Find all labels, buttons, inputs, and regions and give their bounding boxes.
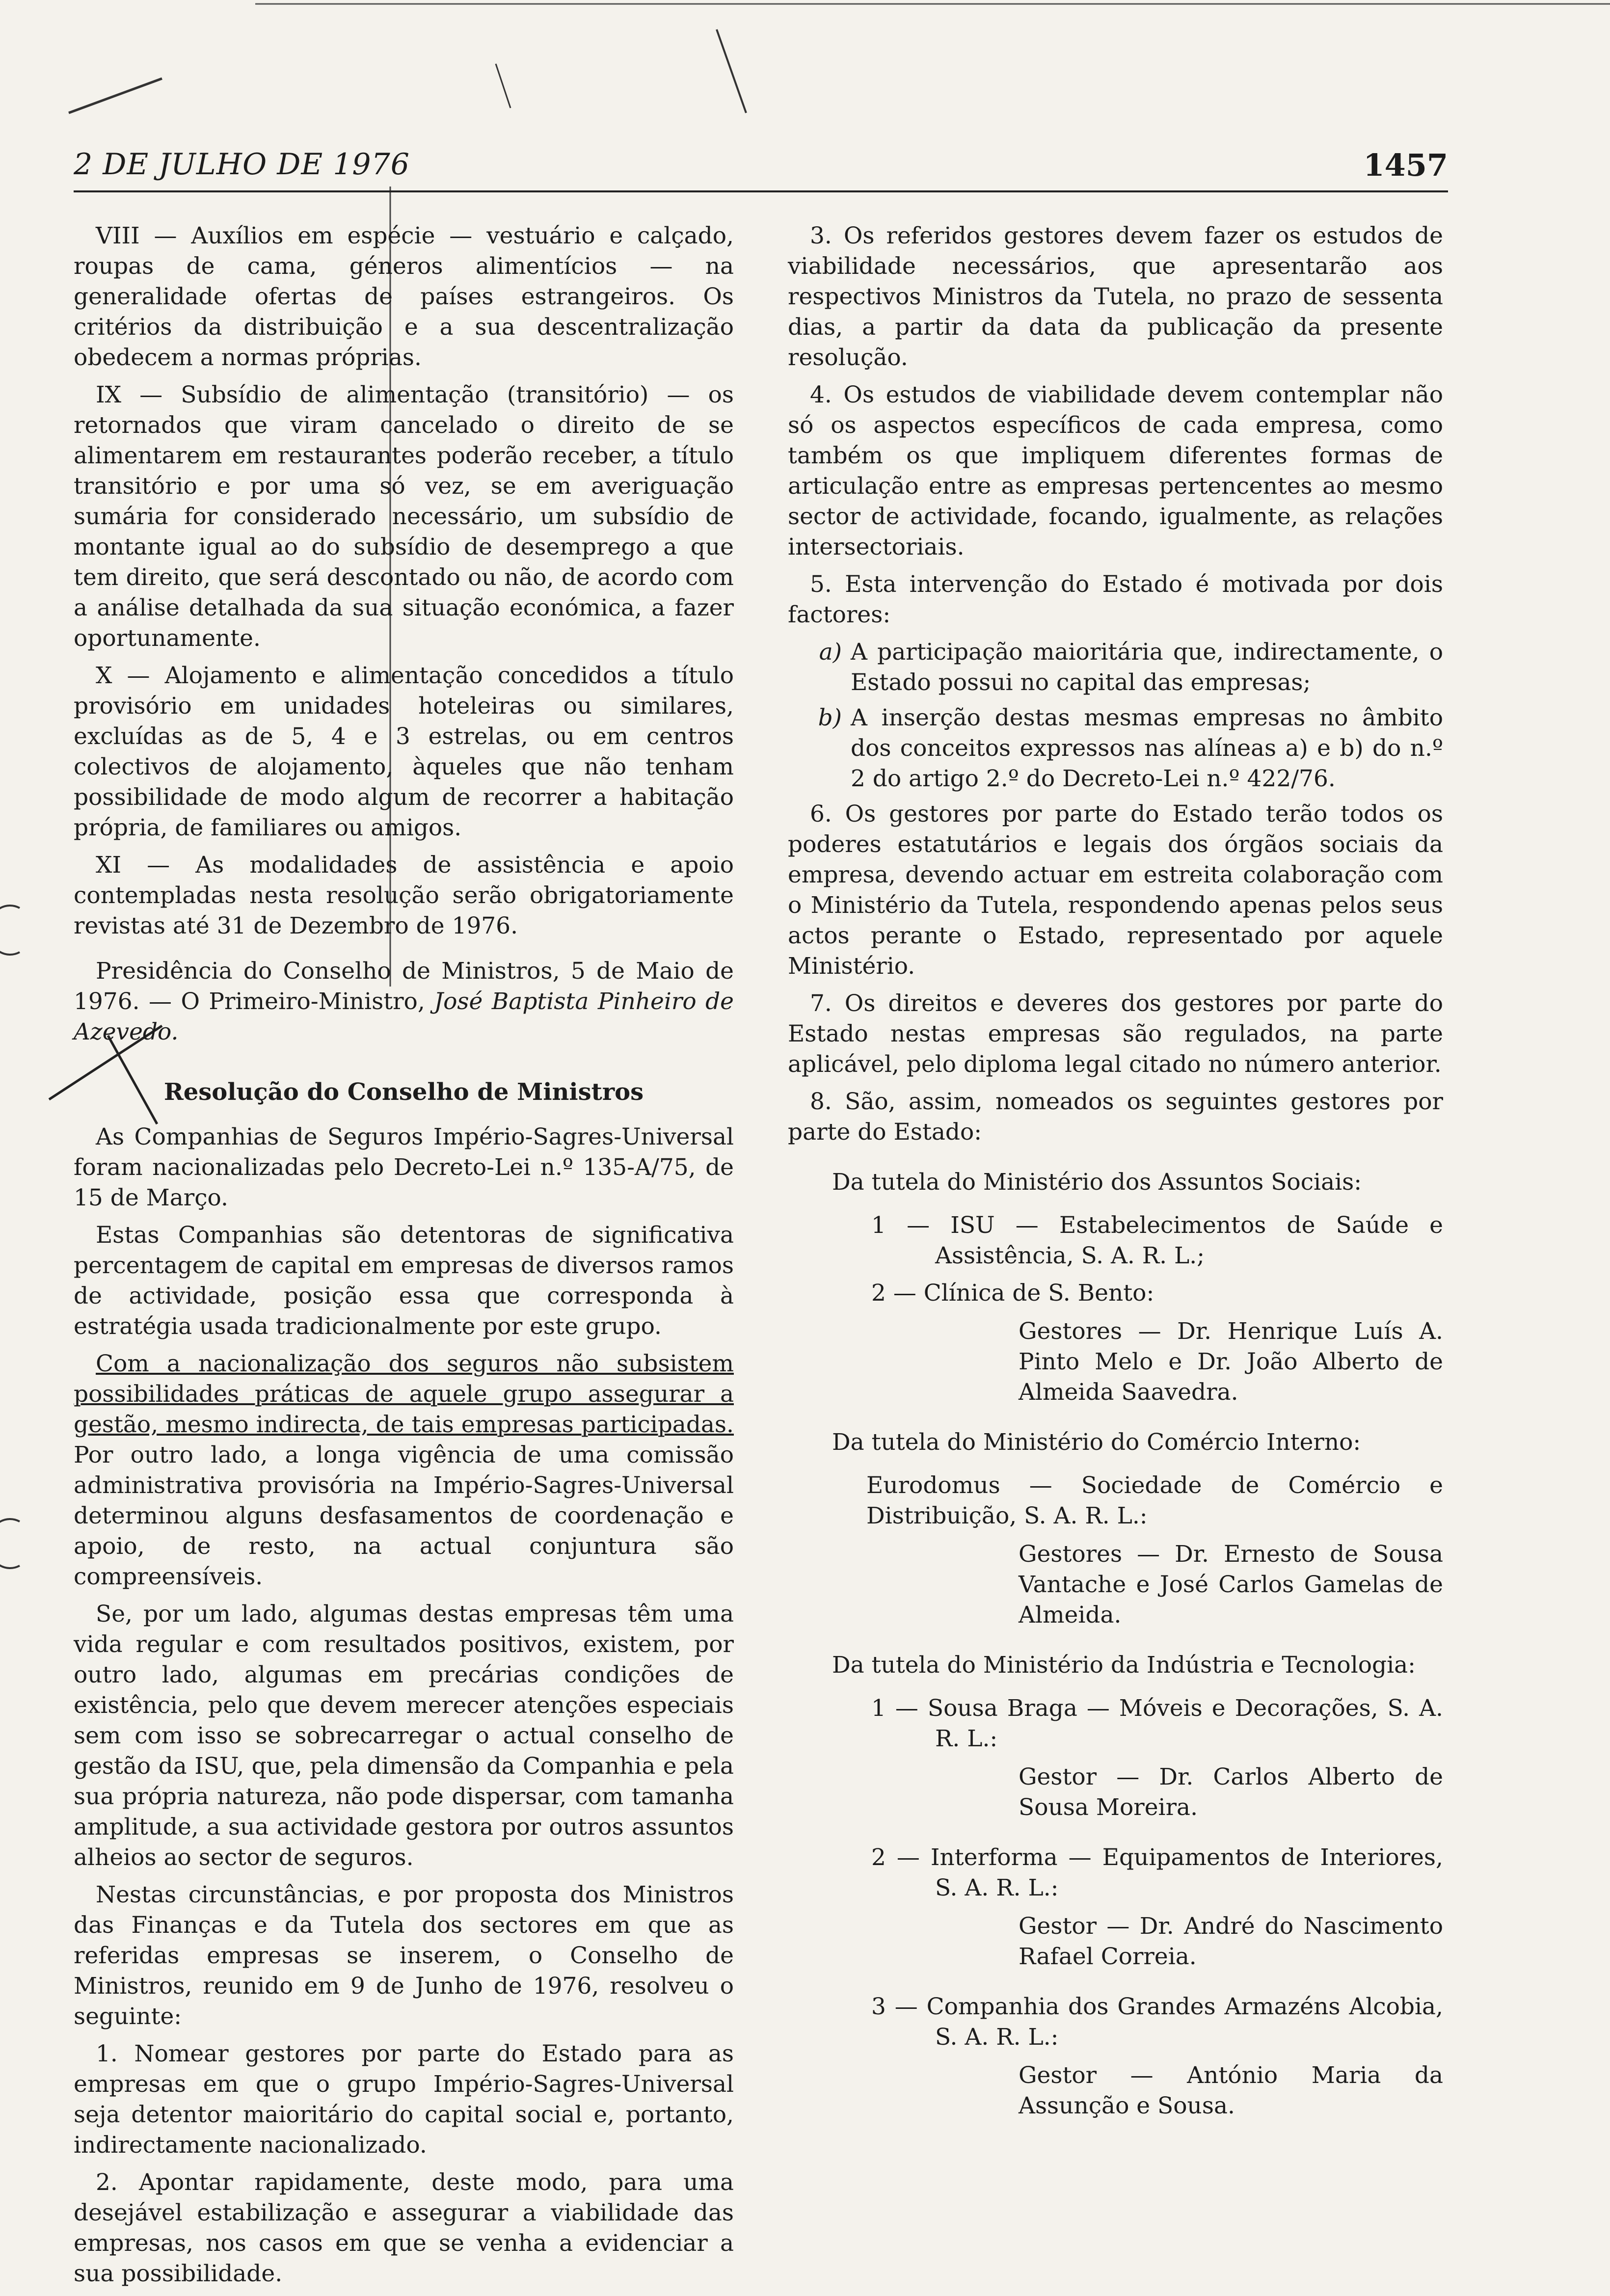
- item-x: X — Alojamento e alimentação concedidos a título provisório em unidades hoteleiras ou similares, excluídas as de 5, 4 e 3 estrelas, ou em centros colectivos de alojamento, àqueles que não tenham possibilidade de modo algum de recorrer a habitação própria, de familiares ou amigos.: [74, 662, 734, 841]
- pen-stroke-top-mid: [496, 64, 510, 108]
- paragraph-situation: Se, por um lado, algumas destas empresas têm uma vida regular e com resultados positivos, existem, por outro lado, algumas em precárias condições de existência, pelo que devem merecer atenções especiais sem com isso se sobrecarregar o actual conselho de gestão da ISU, que, pela dimensão da Companhia e pela sua própria natureza, não pode dispersar, com tamanha amplitude, a sua actividade gestora por outros assuntos alheios ao sector de seguros.: [74, 1601, 734, 1871]
- resolution-point-7: 7. Os direitos e deveres dos gestores por parte do Estado nestas empresas são regulados, na parte aplicável, pelo diploma legal citado no número anterior.: [788, 990, 1443, 1078]
- factor-b-label: b): [818, 704, 842, 731]
- resolution-point-3: 3. Os referidos gestores devem fazer os estudos de viabilidade necessários, que apresentarão aos respectivos Ministros da Tutela, no prazo de sessenta dias, a partir da data da publicação da presente resolução.: [788, 222, 1443, 371]
- binder-hole-upper: [0, 906, 20, 955]
- factor-b: [788, 703, 1443, 794]
- signature-place: Presidência do Conselho de Ministros, 5 de Maio de 1976. — O Primeiro-Ministro,: [74, 958, 734, 1015]
- paragraph-resolution-intro: Nestas circunstâncias, e por proposta dos Ministros das Finanças e da Tutela dos sectores em que as referidas empresas se inserem, o Conselho de Ministros, reunido em 9 de Junho de 1976, resolveu o seguinte:: [74, 1881, 734, 2030]
- paragraph-holdings: Estas Companhias são detentoras de significativa percentagem de capital em empresas de diversos ramos de actividade, posição essa que corresponda à estratégia usada tradicionalmente por este grupo.: [74, 1222, 734, 1340]
- header-date: 2 DE JULHO DE 1976: [74, 147, 410, 182]
- gestor-assuntos-sociais: Gestores — Dr. Henrique Luís A. Pinto Melo e Dr. João Alberto de Almeida Saavedra.: [1019, 1318, 1443, 1406]
- entry-interforma: 2 — Interforma — Equipamentos de Interiores, S. A. R. L.:: [871, 1844, 1443, 1901]
- entry-isu: 1 — ISU — Estabelecimentos de Saúde e Assistência, S. A. R. L.;: [871, 1212, 1443, 1269]
- resolution-point-1: 1. Nomear gestores por parte do Estado para as empresas em que o grupo Império-Sagres-Universal seja detentor maioritário do capital social e, portanto, indirectamente nacionalizado.: [74, 2040, 734, 2159]
- factor-a-label: a): [819, 639, 842, 666]
- pen-stroke-top-center: [717, 29, 746, 113]
- tutela-assuntos-sociais: Da tutela do Ministério dos Assuntos Sociais:: [832, 1169, 1362, 1196]
- entry-eurodomus: Eurodomus — Sociedade de Comércio e Distribuição, S. A. R. L.:: [866, 1472, 1443, 1529]
- entry-clinica: 2 — Clínica de S. Bento:: [871, 1280, 1154, 1307]
- pen-stroke-top-left: [69, 79, 162, 113]
- gestor-sousa-braga: Gestor — Dr. Carlos Alberto de Sousa Moreira.: [1019, 1763, 1443, 1821]
- resolution-point-6: 6. Os gestores por parte do Estado terão todos os poderes estatutários e legais dos órgãos sociais da empresa, devendo actuar em estreita colaboração com o Ministério da Tutela, respondendo apenas pelos seus actos perante o Estado, representado por aquele Ministério.: [788, 801, 1443, 980]
- factor-a-text: A participação maioritária que, indirectamente, o Estado possui no capital das empresas;: [851, 639, 1443, 696]
- signature-name: José Baptista Pinheiro de Azevedo.: [74, 988, 734, 1045]
- right-column: [788, 221, 1443, 2141]
- header-rule: [74, 190, 1448, 192]
- tutela-industria: Da tutela do Ministério da Indústria e Tecnologia:: [832, 1652, 1416, 1679]
- factor-b-text: A inserção destas mesmas empresas no âmbito dos conceitos expressos nas alíneas a) e b) do n.º 2 do artigo 2.º do Decreto-Lei n.º 422/76.: [851, 704, 1443, 792]
- resolution-point-2: 2. Apontar rapidamente, deste modo, para uma desejável estabilização e assegurar a viabilidade das empresas, nos casos em que se venha a evidenciar a sua possibilidade.: [74, 2169, 734, 2287]
- gestor-alcobia: Gestor — António Maria da Assunção e Sousa.: [1019, 2062, 1443, 2119]
- entry-alcobia: 3 — Companhia dos Grandes Armazéns Alcobia, S. A. R. L.:: [871, 1993, 1443, 2051]
- paragraph-management: [74, 1349, 734, 1592]
- gestor-interforma: Gestor — Dr. André do Nascimento Rafael Correia.: [1019, 1913, 1443, 1970]
- paragraph-nationalization: As Companhias de Seguros Império-Sagres-Universal foram nacionalizadas pelo Decreto-Lei n.º 135-A/75, de 15 de Março.: [74, 1123, 734, 1211]
- gestor-eurodomus: Gestores — Dr. Ernesto de Sousa Vantache e José Carlos Gamelas de Almeida.: [1019, 1541, 1443, 1629]
- tutela-comercio-interno: Da tutela do Ministério do Comércio Interno:: [832, 1429, 1361, 1456]
- resolution-point-4: 4. Os estudos de viabilidade devem contemplar não só os aspectos específicos de cada empresa, como também os que impliquem diferentes formas de articulação entre as empresas pertencentes ao mesmo sector de actividade, focando, igualmente, as relações intersectoriais.: [788, 381, 1443, 561]
- factor-a: [788, 637, 1443, 698]
- item-ix: IX — Subsídio de alimentação (transitório) — os retornados que viram cancelado o direito de se alimentarem em restaurantes poderão receber, a título transitório e por uma só vez, se em averiguação sumária for considerado necessário, um subsídio de montante igual ao do subsídio de desemprego a que tem direito, que será descontado ou não, de acordo com a análise detalhada da sua situação económica, a fazer oportunamente.: [74, 381, 734, 652]
- resolution-point-8: 8. São, assim, nomeados os seguintes gestores por parte do Estado:: [788, 1088, 1443, 1146]
- paragraph-management-rest: Por outro lado, a longa vigência de uma comissão administrativa provisória na Império-Sagres-Universal determinou alguns desfasamentos de coordenação e apoio, de resto, na actual conjuntura são compreensíveis.: [74, 1442, 734, 1590]
- binder-hole-lower: [0, 1519, 20, 1568]
- item-viii: VIII — Auxílios em espécie — vestuário e calçado, roupas de cama, géneros alimentícios — na generalidade ofertas de países estrangeiros. Os critérios da distribuição e a sua descentralização obedecem a normas próprias.: [74, 222, 734, 371]
- item-xi: XI — As modalidades de assistência e apoio contempladas nesta resolução serão obrigatoriamente revistas até 31 de Dezembro de 1976.: [74, 852, 734, 939]
- resolution-heading: Resolução do Conselho de Ministros: [163, 1078, 644, 1106]
- page-header: [74, 147, 1448, 187]
- signature-block: [74, 956, 734, 1047]
- left-column: [74, 221, 734, 2296]
- entry-sousa-braga: 1 — Sousa Braga — Móveis e Decorações, S. A. R. L.:: [871, 1695, 1443, 1752]
- underlined-passage: Com a nacionalização dos seguros não subsistem possibilidades práticas de aquele grupo assegurar a gestão, mesmo indirecta, de tais empresas participadas.: [74, 1350, 734, 1438]
- page-number: 1457: [1363, 147, 1448, 183]
- resolution-point-5: 5. Esta intervenção do Estado é motivada por dois factores:: [788, 571, 1443, 628]
